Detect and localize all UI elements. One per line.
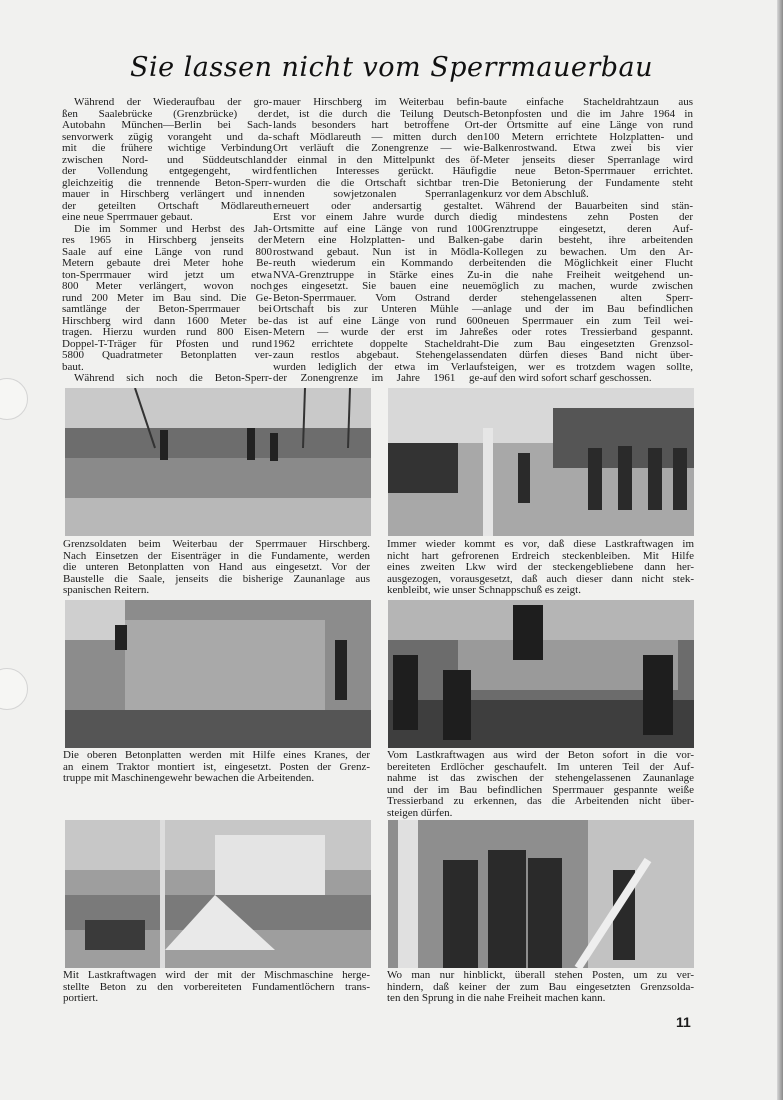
- text-line: in die nahe Freiheit weitgehend un-: [483, 268, 693, 281]
- text-line: der einmal in den Mittelpunkt des öf-: [273, 153, 483, 166]
- text-line: das ist auf eine Länge von rund 600: [273, 314, 483, 327]
- text-line: gabe darin besteht, ihre arbeitenden: [483, 234, 693, 246]
- caption-line: Nach Einsetzen der Eisenträger in die Fundamente, werden: [63, 549, 370, 562]
- caption-line: stellte Beton zu den vorbereiteten Fundamentlöchern trans-: [63, 980, 370, 993]
- text-line: det, ist die durch die Teilung Deutsch-: [273, 107, 483, 120]
- text-line: mit die frühere wichtige Verbindung: [62, 142, 272, 154]
- caption-line: und der im Bau befindlichen Sperrmauer gespannte weiße: [387, 783, 694, 796]
- text-line: mauer in Hirschberg verlängert und in: [62, 188, 272, 200]
- text-line: der geteilten Ortschaft Mödlareuth: [62, 199, 272, 212]
- text-line: baut.: [62, 360, 84, 373]
- text-line: fentlichen Interesses gerückt. Häufig: [273, 165, 483, 177]
- text-line: Die im Sommer und Herbst des Jah-: [74, 222, 272, 235]
- caption-2: [387, 539, 694, 597]
- text-line: Saale auf eine Länge von rund 800: [62, 245, 272, 258]
- text-line: ßes oder rotes Tressierband gespannt.: [483, 326, 693, 338]
- text-line: Metern gebaute drei Meter hohe Be-: [62, 257, 272, 269]
- photo-4: [388, 600, 694, 748]
- caption-line: portiert.: [63, 992, 99, 1004]
- photo-2: [388, 388, 694, 536]
- text-line: rund 200 Meter im Bau sind. Die Ge-: [62, 291, 272, 304]
- caption-line: truppe mit Maschinengewehr bewachen die Arbeitenden.: [63, 772, 315, 784]
- text-line: ßen Saalebrücke (Grenzbrücke) der: [62, 107, 272, 120]
- text-line: auf den wird sofort scharf geschossen.: [483, 372, 652, 384]
- photo-3: [65, 600, 371, 748]
- punch-hole: [0, 378, 28, 420]
- photo-1: [65, 388, 371, 536]
- text-line: senvorwerk zügig vorangeht und da-: [62, 130, 272, 143]
- caption-line: ten den Sprung in die nahe Freiheit machen kann.: [387, 992, 606, 1004]
- text-line: gleichzeitig die trennende Beton-Sperr-: [62, 176, 272, 189]
- text-line: ges eingesetzt. Sie bauen eine neue: [273, 280, 483, 292]
- text-line: der stehengelassenen alten Sperr-: [483, 291, 693, 304]
- text-line: Metern — wurde der erst im Jahre: [273, 326, 483, 338]
- caption-line: Die oberen Betonplatten werden mit Hilfe eines Kranes, der: [63, 749, 370, 761]
- page-edge: [777, 0, 783, 1100]
- text-line: Die Betonierung der Fundamente steht: [483, 176, 693, 189]
- text-line: Während sich noch die Beton-Sperr-: [74, 372, 272, 384]
- caption-line: hindern, daß keiner der zum Bau eingesetzten Grenzsolda-: [387, 980, 694, 993]
- caption-line: Immer wieder kommt es vor, daß diese Lastkraftwagen im: [387, 538, 694, 550]
- text-line: samtlänge der Beton-Sperrmauer bei: [62, 303, 272, 315]
- article-title: Sie lassen nicht vom Sperrmauerbau: [129, 52, 654, 83]
- text-line: Hirschberg wird dann 1600 Meter be-: [62, 314, 272, 327]
- text-line: der Zonengrenze im Jahre 1961 ge-: [273, 372, 483, 384]
- text-line: Autobahn München—Berlin bei Sach-: [62, 119, 272, 131]
- text-line: steigen, wer es trotzdem wagen sollte,: [483, 360, 693, 373]
- caption-line: Grenzsoldaten beim Weiterbau der Sperrmauer Hirschberg.: [63, 538, 370, 550]
- text-line: Während der Wiederaufbau der gro-: [74, 96, 272, 108]
- caption-line: steigen dürfen.: [387, 806, 453, 819]
- caption-line: ausgezogen, vorausgesetzt, daß auch dieser dann nicht stek-: [387, 572, 694, 585]
- page-number: 11: [676, 1014, 691, 1030]
- caption-4: [387, 750, 694, 819]
- caption-line: Wo man nur hinblickt, überall stehen Posten, um zu ver-: [387, 969, 694, 981]
- text-line: der Vollendung entgegengeht, wird: [62, 165, 272, 177]
- text-line: der Ortsmitte auf eine Länge von rund: [483, 119, 693, 131]
- text-line: Beton-Sperrmauer. Vom Ostrand der: [273, 291, 483, 304]
- caption-6: [387, 970, 694, 1005]
- caption-line: die unteren Betonplatten von Hand aus eingesetzt. Vor der: [63, 561, 370, 573]
- text-line: anlage und der im Bau befindlichen: [483, 303, 693, 315]
- caption-line: an einem Traktor montiert ist, eingesetzt. Posten der Grenz-: [63, 760, 370, 773]
- text-line: rostwand gebaut. Nun ist in Mödla-: [273, 245, 483, 258]
- text-line: baute einfache Stacheldrahtzaun aus: [483, 96, 693, 108]
- caption-3: [63, 750, 370, 785]
- text-line: wurden lediglich der etwa im Verlauf: [273, 360, 483, 373]
- text-line: beitenden die Möglichkeit einer Flucht: [483, 257, 693, 269]
- text-line: 100 Metern errichtete Holzplatten- und: [483, 130, 693, 143]
- text-line: zaun restlos abgebaut. Stehengelassen: [273, 349, 483, 361]
- text-line: tragen. Hierzu wurden rund 800 Eisen-: [62, 326, 272, 338]
- caption-line: Tressierband zu erkennen, das die Arbeitenden nicht über-: [387, 795, 694, 807]
- caption-line: Baustelle die Saale, jenseits die bisherige Zaunanlage aus: [63, 572, 370, 585]
- text-line: eine neue Sperrmauer gebaut.: [62, 211, 193, 223]
- caption-line: nahme ist das zwischen der stehengelassenen Zaunanlage: [387, 772, 694, 784]
- caption-line: bereiteten Erdlöcher geschaufelt. Im unteren Teil der Auf-: [387, 760, 694, 773]
- text-column-2: [273, 97, 483, 385]
- text-line: Doppel-T-Träger für Pfosten und rund: [62, 337, 272, 350]
- text-line: res 1965 in Hirschberg jenseits der: [62, 234, 272, 246]
- text-line: 5800 Quadratmeter Betonplatten ver-: [62, 349, 272, 361]
- caption-5: [63, 970, 370, 1005]
- caption-line: spanischen Reitern.: [63, 584, 150, 596]
- text-line: Erst vor einem Jahre wurde durch die: [273, 211, 483, 223]
- text-line: wurden die die Ortschaft sichtbar tren-: [273, 176, 483, 189]
- text-line: Ort verläuft die Zonengrenze — wie-: [273, 142, 483, 154]
- text-line: dig mindestens zehn Posten der: [483, 211, 693, 223]
- photo-6: [388, 820, 694, 968]
- text-line: zwischen Nord- und Süddeutschland: [62, 153, 272, 166]
- text-line: 800 Meter verlängert, wovon noch: [62, 280, 272, 292]
- text-line: NVA-Grenztruppe in Stärke eines Zu-: [273, 268, 483, 281]
- text-column-3: [483, 97, 693, 385]
- caption-1: [63, 539, 370, 597]
- text-line: Ortschaft bis zur Unteren Mühle —: [273, 303, 483, 315]
- text-line: Grenztruppe eingesetzt, deren Auf-: [483, 222, 693, 235]
- text-column-1: [62, 97, 272, 385]
- text-line: kurz vor dem Abschluß.: [483, 188, 589, 200]
- caption-line: kenbleibt, wie unser Schnappschuß es zeigt.: [387, 584, 581, 596]
- punch-hole: [0, 668, 28, 710]
- text-line: reuth wiederum ein Kommando der: [273, 257, 483, 269]
- caption-line: Mit Lastkraftwagen wird der mit der Mischmaschine herge-: [63, 969, 370, 981]
- caption-line: Vom Lastkraftwagen aus wird der Beton sofort in die vor-: [387, 749, 694, 761]
- text-line: lands besonders hart betroffene Ort-: [273, 119, 483, 131]
- text-line: nenden sowjetzonalen Sperranlagen: [273, 188, 483, 200]
- text-line: mauer Hirschberg im Weiterbau befin-: [273, 96, 483, 108]
- photo-5: [65, 820, 371, 968]
- text-line: ton-Sperrmauer wird jetzt um etwa: [62, 268, 272, 281]
- text-line: möglich zu machen, wurde zwischen: [483, 280, 693, 292]
- text-line: Die zum Bau eingesetzten Grenzsol-: [483, 337, 693, 350]
- text-line: Balkenrostwand. Etwa zwei bis vier: [483, 142, 693, 154]
- text-line: 1962 errichtete doppelte Stacheldraht-: [273, 337, 483, 350]
- text-line: schaft Mödlareuth — mitten durch den: [273, 130, 483, 143]
- text-line: daten dürfen dieses Band nicht über-: [483, 349, 693, 361]
- text-line: erneuert oder andersartig gestaltet.: [273, 199, 483, 212]
- text-line: Während der Bauarbeiten sind stän-: [495, 199, 693, 212]
- text-line: Betonpfosten und die im Jahre 1964 in: [483, 107, 693, 120]
- caption-line: eines zweiten Lkw wird der steckengebliebene dann her-: [387, 561, 694, 573]
- text-line: Ortsmitte auf eine Länge von rund 100: [273, 222, 483, 235]
- text-line: die neue Beton-Sperrmauer errichtet.: [483, 165, 693, 177]
- text-line: Meter jenseits dieser Sperranlage wird: [483, 153, 693, 166]
- text-line: Kollegen zu bewachen. Um den Ar-: [483, 245, 693, 258]
- caption-line: nicht hart gefrorenen Erdreich steckenbleiben. Mit Hilfe: [387, 549, 694, 562]
- text-line: neuen Sperrmauer ein zum Teil wei-: [483, 314, 693, 327]
- text-line: Metern eine Holzplatten- und Balken-: [273, 234, 483, 246]
